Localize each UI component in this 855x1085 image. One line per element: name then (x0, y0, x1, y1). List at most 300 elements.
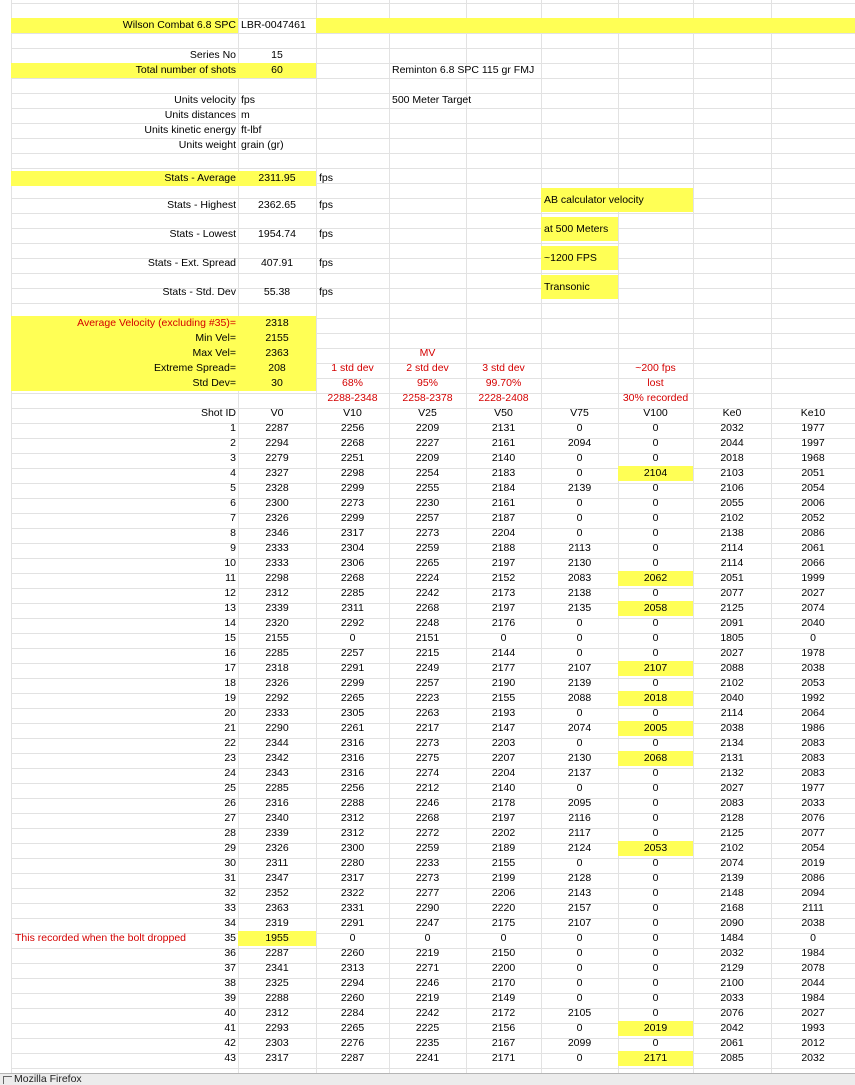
table-cell[interactable]: 1984 (801, 992, 825, 1004)
table-cell[interactable]: 2152 (491, 572, 516, 584)
spreadsheet-grid[interactable] (11, 0, 855, 1073)
table-cell[interactable]: 2347 (265, 872, 289, 884)
table-cell[interactable]: 2317 (340, 872, 365, 884)
table-cell[interactable]: 0 (652, 707, 659, 719)
table-cell[interactable]: 2116 (568, 812, 591, 824)
table-cell[interactable]: 2209 (415, 422, 440, 434)
table-cell[interactable]: 2068 (618, 751, 693, 766)
table-cell[interactable]: 0 (652, 512, 659, 524)
table-cell[interactable]: 1484 (720, 932, 744, 944)
table-cell[interactable]: 2053 (618, 841, 693, 856)
table-cell[interactable]: 2171 (618, 1051, 693, 1066)
table-cell[interactable]: 2055 (720, 497, 744, 509)
summary-value[interactable]: 30 (238, 376, 316, 391)
table-cell[interactable]: 0 (349, 932, 356, 944)
table-cell[interactable]: 2012 (801, 1037, 825, 1049)
table-cell[interactable]: 2300 (340, 842, 365, 854)
table-cell[interactable]: 2268 (415, 812, 440, 824)
table-cell[interactable]: 2051 (801, 467, 825, 479)
table-cell[interactable]: 2103 (720, 467, 744, 479)
series-value[interactable]: 15 (271, 49, 283, 61)
table-cell[interactable]: 2284 (340, 1007, 365, 1019)
table-cell[interactable]: 2076 (720, 1007, 744, 1019)
table-cell[interactable]: 2086 (801, 527, 825, 539)
units-value[interactable]: grain (gr) (241, 139, 284, 151)
table-cell[interactable]: 2204 (491, 527, 516, 539)
table-cell[interactable]: 1986 (801, 722, 825, 734)
table-cell[interactable]: 2139 (567, 677, 592, 689)
table-cell[interactable]: 2061 (720, 1037, 744, 1049)
table-cell[interactable]: 0 (652, 962, 659, 974)
table-cell[interactable]: 2207 (491, 752, 516, 764)
table-cell[interactable]: 2246 (415, 977, 440, 989)
table-cell[interactable]: 2352 (265, 887, 289, 899)
table-cell[interactable]: 2227 (415, 437, 440, 449)
table-cell[interactable]: 2032 (720, 422, 744, 434)
table-cell[interactable]: 0 (652, 647, 659, 659)
table-cell[interactable]: 2311 (341, 602, 364, 614)
table-cell[interactable]: 2040 (720, 692, 744, 704)
table-cell[interactable]: 2139 (567, 482, 592, 494)
table-cell[interactable]: 2175 (491, 917, 516, 929)
table-cell[interactable]: 2183 (491, 467, 516, 479)
table-cell[interactable]: 2241 (415, 1052, 440, 1064)
table-cell[interactable]: 0 (576, 977, 583, 989)
table-cell[interactable]: 2107 (567, 662, 592, 674)
table-cell[interactable]: 2131 (491, 422, 516, 434)
table-cell[interactable]: 2235 (415, 1037, 440, 1049)
table-cell[interactable]: 2209 (415, 452, 440, 464)
table-cell[interactable]: 0 (652, 452, 659, 464)
table-cell[interactable]: 2018 (618, 691, 693, 706)
table-cell[interactable]: 2099 (567, 1037, 592, 1049)
table-cell[interactable]: 2147 (491, 722, 516, 734)
stat-value[interactable]: 55.38 (263, 286, 291, 298)
table-cell[interactable]: 2197 (491, 812, 516, 824)
table-cell[interactable]: 2246 (415, 797, 440, 809)
table-cell[interactable]: 0 (576, 527, 583, 539)
table-cell[interactable]: 2187 (491, 512, 516, 524)
table-cell[interactable]: 2027 (720, 647, 744, 659)
table-cell[interactable]: 2254 (415, 467, 440, 479)
table-cell[interactable]: 2027 (801, 1007, 825, 1019)
table-cell[interactable]: 2288 (265, 992, 289, 1004)
table-cell[interactable]: 0 (652, 857, 659, 869)
table-cell[interactable]: 0 (652, 917, 659, 929)
table-cell[interactable]: 2318 (265, 662, 289, 674)
table-cell[interactable]: 2094 (567, 437, 592, 449)
table-cell[interactable]: 2113 (568, 542, 591, 554)
table-cell[interactable]: 2117 (568, 827, 591, 839)
table-cell[interactable]: 2061 (801, 542, 825, 554)
table-cell[interactable]: 0 (500, 932, 507, 944)
table-cell[interactable]: 2066 (801, 557, 825, 569)
table-cell[interactable]: 2291 (340, 917, 365, 929)
table-cell[interactable]: 2273 (415, 872, 440, 884)
table-cell[interactable]: 2316 (265, 797, 289, 809)
table-cell[interactable]: 2294 (265, 437, 289, 449)
table-cell[interactable]: 2088 (720, 662, 744, 674)
table-cell[interactable]: 2260 (340, 947, 365, 959)
table-cell[interactable]: 2077 (801, 827, 825, 839)
table-cell[interactable]: 2044 (720, 437, 744, 449)
table-cell[interactable]: 2280 (340, 857, 365, 869)
table-cell[interactable]: 2107 (567, 917, 592, 929)
table-cell[interactable]: 0 (576, 707, 583, 719)
table-cell[interactable]: 1992 (801, 692, 825, 704)
table-cell[interactable]: 2326 (265, 512, 289, 524)
table-cell[interactable]: 2316 (340, 737, 365, 749)
table-cell[interactable]: 2223 (415, 692, 440, 704)
table-cell[interactable]: 0 (576, 467, 583, 479)
table-cell[interactable]: 2197 (491, 602, 516, 614)
table-cell[interactable]: 2125 (720, 827, 744, 839)
table-cell[interactable]: 2217 (415, 722, 440, 734)
table-cell[interactable]: 2342 (265, 752, 289, 764)
table-cell[interactable]: 0 (576, 512, 583, 524)
table-cell[interactable]: 2193 (491, 707, 516, 719)
table-cell[interactable]: 2155 (491, 857, 516, 869)
table-cell[interactable]: 0 (576, 452, 583, 464)
table-cell[interactable]: 2128 (720, 812, 744, 824)
table-cell[interactable]: 2139 (720, 872, 744, 884)
table-cell[interactable]: 2148 (720, 887, 744, 899)
table-cell[interactable]: 0 (652, 767, 659, 779)
table-cell[interactable]: 2242 (415, 1007, 440, 1019)
table-cell[interactable]: 2140 (491, 452, 516, 464)
table-cell[interactable]: 2135 (567, 602, 592, 614)
table-cell[interactable]: 2312 (340, 827, 365, 839)
table-cell[interactable]: 0 (576, 932, 583, 944)
table-cell[interactable]: 1993 (801, 1022, 825, 1034)
table-cell[interactable]: 2274 (415, 767, 440, 779)
table-cell[interactable]: 2102 (720, 677, 744, 689)
table-cell[interactable]: 2019 (618, 1021, 693, 1036)
table-cell[interactable]: 2230 (415, 497, 440, 509)
table-cell[interactable]: 1805 (720, 632, 744, 644)
table-cell[interactable]: 2027 (720, 782, 744, 794)
table-cell[interactable]: 0 (576, 632, 583, 644)
table-cell[interactable]: 2317 (340, 527, 365, 539)
table-cell[interactable]: 1977 (801, 782, 825, 794)
table-cell[interactable]: 2038 (801, 662, 825, 674)
table-cell[interactable]: 2054 (801, 842, 825, 854)
table-cell[interactable]: 2260 (340, 992, 365, 1004)
table-cell[interactable]: 2170 (491, 977, 516, 989)
table-cell[interactable]: 2171 (491, 1052, 516, 1064)
table-cell[interactable]: 2128 (567, 872, 592, 884)
table-cell[interactable]: 2257 (340, 647, 365, 659)
units-value[interactable]: ft-lbf (241, 124, 262, 136)
table-cell[interactable]: 2155 (265, 632, 289, 644)
table-cell[interactable]: 2140 (491, 782, 516, 794)
table-cell[interactable]: 0 (652, 422, 659, 434)
table-cell[interactable]: 2294 (340, 977, 365, 989)
table-cell[interactable]: 2312 (340, 812, 365, 824)
table-cell[interactable]: 0 (652, 977, 659, 989)
units-value[interactable]: m (241, 109, 250, 121)
table-cell[interactable]: 0 (652, 482, 659, 494)
table-cell[interactable]: 2125 (720, 602, 744, 614)
table-cell[interactable]: 2106 (720, 482, 744, 494)
table-cell[interactable]: 2220 (491, 902, 516, 914)
table-cell[interactable]: 0 (810, 632, 816, 644)
table-cell[interactable]: 2076 (801, 812, 825, 824)
table-cell[interactable]: 2343 (265, 767, 289, 779)
table-cell[interactable]: 2346 (265, 527, 289, 539)
table-cell[interactable]: 2203 (491, 737, 516, 749)
table-cell[interactable]: 2107 (618, 661, 693, 676)
table-cell[interactable]: 2190 (491, 677, 516, 689)
table-cell[interactable]: 2064 (801, 707, 825, 719)
table-cell[interactable]: 2298 (265, 572, 289, 584)
table-cell[interactable]: 2300 (265, 497, 289, 509)
table-cell[interactable]: 2265 (340, 1022, 365, 1034)
table-cell[interactable]: 2273 (415, 737, 440, 749)
table-cell[interactable]: 2038 (801, 917, 825, 929)
table-cell[interactable]: 2053 (801, 677, 825, 689)
table-cell[interactable]: 2248 (415, 617, 440, 629)
table-cell[interactable]: 0 (652, 827, 659, 839)
table-cell[interactable]: 2326 (265, 677, 289, 689)
table-cell[interactable]: 2313 (340, 962, 365, 974)
table-cell[interactable]: 2114 (720, 557, 744, 569)
table-cell[interactable]: 0 (576, 947, 583, 959)
table-cell[interactable]: 2219 (415, 992, 440, 1004)
stat-value[interactable]: 1954.74 (258, 228, 296, 240)
table-cell[interactable]: 2137 (567, 767, 592, 779)
table-cell[interactable]: 2168 (720, 902, 744, 914)
table-cell[interactable]: 2299 (340, 482, 365, 494)
table-cell[interactable]: 2344 (265, 737, 289, 749)
table-cell[interactable]: 2176 (491, 617, 516, 629)
table-cell[interactable]: 0 (652, 992, 659, 1004)
table-cell[interactable]: 2167 (491, 1037, 516, 1049)
table-cell[interactable]: 2157 (567, 902, 592, 914)
summary-value[interactable]: 2318 (238, 316, 316, 331)
table-cell[interactable]: 2339 (265, 602, 289, 614)
table-cell[interactable]: 2333 (265, 542, 289, 554)
table-cell[interactable]: 0 (652, 632, 659, 644)
table-cell[interactable]: 2306 (340, 557, 365, 569)
table-cell[interactable]: 2292 (265, 692, 289, 704)
table-cell[interactable]: 2177 (491, 662, 516, 674)
table-cell[interactable]: 2129 (720, 962, 744, 974)
table-cell[interactable]: 2086 (801, 872, 825, 884)
table-cell[interactable]: 2083 (801, 752, 825, 764)
table-cell[interactable]: 0 (652, 797, 659, 809)
table-cell[interactable]: 0 (576, 737, 583, 749)
table-cell[interactable]: 2268 (340, 437, 365, 449)
table-cell[interactable]: 2173 (491, 587, 516, 599)
table-cell[interactable]: 2299 (340, 677, 365, 689)
table-cell[interactable]: 2184 (491, 482, 516, 494)
table-cell[interactable]: 2287 (265, 422, 289, 434)
table-cell[interactable]: 2132 (720, 767, 744, 779)
table-cell[interactable]: 0 (652, 812, 659, 824)
table-cell[interactable]: 0 (652, 947, 659, 959)
table-cell[interactable]: 2104 (618, 466, 693, 481)
table-cell[interactable]: 2105 (567, 1007, 592, 1019)
table-cell[interactable]: 2189 (491, 842, 516, 854)
table-cell[interactable]: 2111 (802, 902, 824, 914)
table-cell[interactable]: 2200 (491, 962, 516, 974)
table-cell[interactable]: 2083 (801, 767, 825, 779)
table-cell[interactable]: 0 (652, 1037, 659, 1049)
table-cell[interactable]: 0 (652, 887, 659, 899)
stat-value[interactable]: 2362.65 (258, 199, 296, 211)
table-cell[interactable]: 2138 (567, 587, 592, 599)
table-cell[interactable]: 1977 (801, 422, 825, 434)
table-cell[interactable]: 2271 (415, 962, 440, 974)
table-cell[interactable]: 2202 (491, 827, 516, 839)
table-cell[interactable]: 2091 (720, 617, 744, 629)
table-cell[interactable]: 2102 (720, 842, 744, 854)
stat-value[interactable]: 407.91 (260, 257, 294, 269)
table-cell[interactable]: 0 (652, 932, 659, 944)
table-cell[interactable]: 0 (652, 737, 659, 749)
table-cell[interactable]: 2333 (265, 707, 289, 719)
table-cell[interactable]: 2038 (720, 722, 744, 734)
table-cell[interactable]: 2019 (801, 857, 825, 869)
table-cell[interactable]: 2074 (801, 602, 825, 614)
table-cell[interactable]: 2251 (340, 452, 365, 464)
table-cell[interactable]: 2074 (720, 857, 744, 869)
table-cell[interactable]: 2257 (415, 677, 440, 689)
table-cell[interactable]: 2299 (340, 512, 365, 524)
table-cell[interactable]: 2292 (340, 617, 365, 629)
table-cell[interactable]: 2272 (415, 827, 440, 839)
table-cell[interactable]: 2225 (415, 1022, 440, 1034)
table-cell[interactable]: 2044 (801, 977, 825, 989)
table-cell[interactable]: 2317 (265, 1052, 289, 1064)
table-cell[interactable]: 2083 (801, 737, 825, 749)
table-cell[interactable]: 2058 (618, 601, 693, 616)
table-cell[interactable]: 2083 (720, 797, 744, 809)
table-cell[interactable]: 2219 (415, 947, 440, 959)
table-cell[interactable]: 2095 (567, 797, 592, 809)
table-cell[interactable]: 0 (652, 437, 659, 449)
table-cell[interactable]: 0 (652, 557, 659, 569)
table-cell[interactable]: 1997 (801, 437, 825, 449)
table-cell[interactable]: 2033 (801, 797, 825, 809)
table-cell[interactable]: 2100 (720, 977, 744, 989)
table-cell[interactable]: 2051 (720, 572, 744, 584)
table-cell[interactable]: 1955 (238, 931, 316, 946)
table-cell[interactable]: 2311 (265, 857, 289, 869)
table-cell[interactable]: 2052 (801, 512, 825, 524)
table-cell[interactable]: 2032 (720, 947, 744, 959)
table-cell[interactable]: 2255 (415, 482, 440, 494)
table-cell[interactable]: 2276 (340, 1037, 365, 1049)
table-cell[interactable]: 2303 (265, 1037, 289, 1049)
table-cell[interactable]: 0 (652, 587, 659, 599)
table-cell[interactable]: 0 (652, 677, 659, 689)
table-cell[interactable]: 2027 (801, 587, 825, 599)
table-cell[interactable]: 2161 (491, 437, 516, 449)
table-cell[interactable]: 2285 (340, 587, 365, 599)
table-cell[interactable]: 2322 (340, 887, 365, 899)
table-cell[interactable]: 1984 (801, 947, 825, 959)
table-cell[interactable]: 2312 (265, 587, 289, 599)
table-cell[interactable]: 0 (652, 902, 659, 914)
table-cell[interactable]: 2212 (415, 782, 440, 794)
table-cell[interactable]: 2277 (415, 887, 440, 899)
table-cell[interactable]: 2204 (491, 767, 516, 779)
table-cell[interactable]: 0 (576, 992, 583, 1004)
table-cell[interactable]: 2124 (567, 842, 592, 854)
table-cell[interactable]: 2233 (415, 857, 440, 869)
table-cell[interactable]: 2256 (340, 422, 365, 434)
table-cell[interactable]: 2265 (415, 557, 440, 569)
table-cell[interactable]: 2265 (340, 692, 365, 704)
table-cell[interactable]: 2033 (720, 992, 744, 1004)
table-cell[interactable]: 2287 (340, 1052, 365, 1064)
table-cell[interactable]: 2259 (415, 542, 440, 554)
table-cell[interactable]: 2273 (340, 497, 365, 509)
stat-value[interactable]: 2311.95 (238, 171, 316, 186)
table-cell[interactable]: 2247 (415, 917, 440, 929)
table-cell[interactable]: 0 (576, 617, 583, 629)
table-cell[interactable]: 2161 (491, 497, 516, 509)
table-cell[interactable]: 2328 (265, 482, 289, 494)
table-cell[interactable]: 2134 (720, 737, 744, 749)
table-cell[interactable]: 2268 (415, 602, 440, 614)
table-cell[interactable]: 2242 (415, 587, 440, 599)
table-cell[interactable]: 0 (652, 872, 659, 884)
table-cell[interactable]: 2312 (265, 1007, 289, 1019)
table-cell[interactable]: 2291 (340, 662, 365, 674)
table-cell[interactable]: 2215 (415, 647, 440, 659)
table-cell[interactable]: 2156 (491, 1022, 516, 1034)
table-cell[interactable]: 1978 (801, 647, 825, 659)
table-cell[interactable]: 2331 (340, 902, 365, 914)
table-cell[interactable]: 2290 (415, 902, 440, 914)
table-cell[interactable]: 2320 (265, 617, 289, 629)
units-value[interactable]: fps (241, 94, 256, 106)
table-cell[interactable]: 2316 (340, 767, 365, 779)
shots-value[interactable]: 60 (238, 63, 316, 78)
table-cell[interactable]: 2224 (415, 572, 440, 584)
table-cell[interactable]: 0 (576, 857, 583, 869)
table-cell[interactable]: 2298 (340, 467, 365, 479)
table-cell[interactable]: 2143 (567, 887, 592, 899)
table-cell[interactable]: 2285 (265, 782, 289, 794)
table-cell[interactable]: 2155 (491, 692, 516, 704)
table-cell[interactable]: 2094 (801, 887, 825, 899)
table-cell[interactable]: 2316 (340, 752, 365, 764)
table-cell[interactable]: 2327 (265, 467, 289, 479)
table-cell[interactable]: 2078 (801, 962, 825, 974)
table-cell[interactable]: 1968 (801, 452, 825, 464)
table-cell[interactable]: 2206 (491, 887, 516, 899)
table-cell[interactable]: 0 (576, 647, 583, 659)
table-cell[interactable]: 2363 (265, 902, 289, 914)
table-cell[interactable]: 0 (652, 782, 659, 794)
table-cell[interactable]: 2090 (720, 917, 744, 929)
table-cell[interactable]: 0 (576, 422, 583, 434)
table-cell[interactable]: 2088 (567, 692, 592, 704)
table-cell[interactable]: 2074 (567, 722, 592, 734)
table-cell[interactable]: 2006 (801, 497, 825, 509)
table-cell[interactable]: 0 (652, 1007, 659, 1019)
table-cell[interactable]: 2197 (491, 557, 516, 569)
table-cell[interactable]: 1999 (801, 572, 825, 584)
table-cell[interactable]: 2279 (265, 452, 289, 464)
table-cell[interactable]: 2005 (618, 721, 693, 736)
table-cell[interactable]: 0 (576, 962, 583, 974)
table-cell[interactable]: 2287 (265, 947, 289, 959)
